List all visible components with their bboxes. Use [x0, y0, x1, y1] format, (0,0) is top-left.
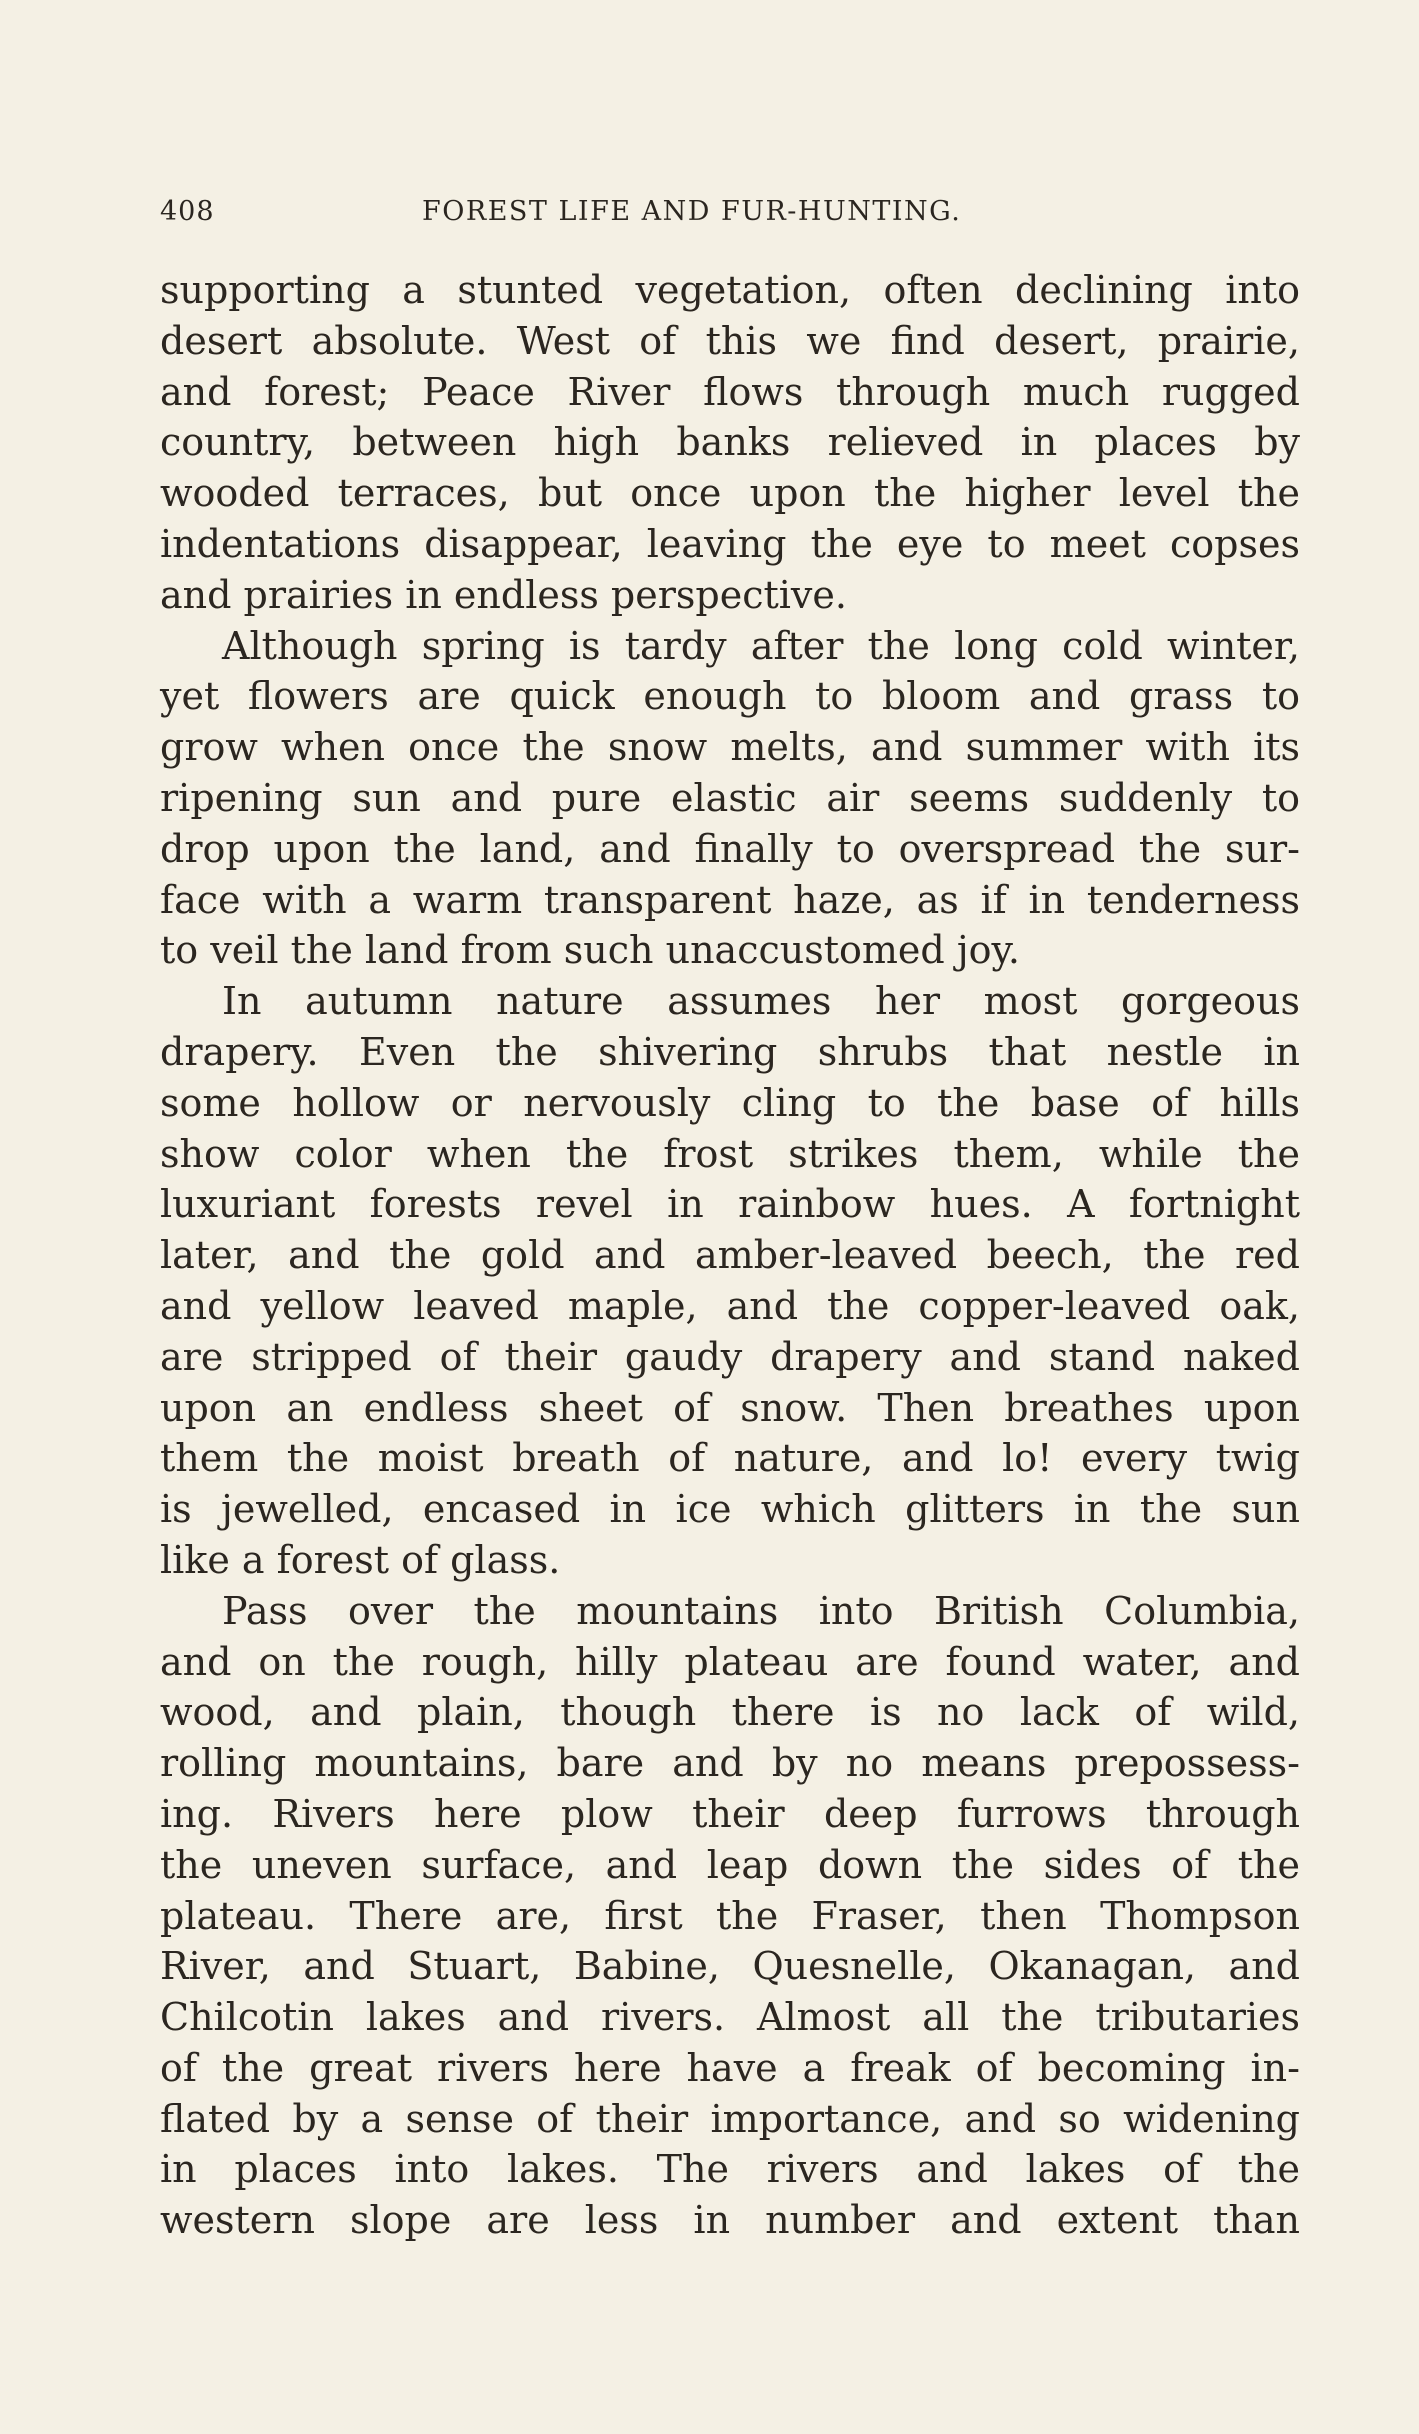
- text-line: plateau. There are, first the Fraser, then Thompson: [160, 1893, 1300, 1938]
- paragraph: [160, 1586, 1300, 2246]
- text-line: show color when the frost strikes them, while the: [160, 1131, 1300, 1176]
- text-line: River, and Stuart, Babine, Quesnelle, Okanagan, and: [160, 1944, 1300, 1989]
- text-line: country, between high banks relieved in places by: [160, 420, 1300, 465]
- text-line: is jewelled, encased in ice which glitters in the sun: [160, 1487, 1300, 1532]
- text-line: luxuriant forests revel in rainbow hues. A fortnight: [160, 1182, 1300, 1227]
- text-line: of the great rivers here have a freak of becoming in-: [160, 2045, 1300, 2090]
- text-line: Pass over the mountains into British Columbia,: [222, 1588, 1300, 1633]
- text-line: rolling mountains, bare and by no means prepossess-: [160, 1741, 1300, 1786]
- body-text: [160, 265, 1300, 2246]
- text-line: and yellow leaved maple, and the copper-leaved oak,: [160, 1283, 1300, 1328]
- text-line: wooded terraces, but once upon the higher level the: [160, 471, 1300, 516]
- text-line: desert absolute. West of this we find desert, prairie,: [160, 318, 1300, 363]
- text-line: ripening sun and pure elastic air seems suddenly to: [160, 775, 1300, 820]
- text-line: them the moist breath of nature, and lo! every twig: [160, 1436, 1300, 1481]
- paragraph: [160, 265, 1300, 621]
- text-line: and prairies in endless perspective.: [160, 572, 847, 617]
- text-line: are stripped of their gaudy drapery and stand naked: [160, 1334, 1300, 1379]
- text-line: to veil the land from such unaccustomed joy.: [160, 928, 1020, 973]
- text-line: and on the rough, hilly plateau are found water, and: [160, 1639, 1300, 1684]
- text-line: some hollow or nervously cling to the base of hills: [160, 1080, 1300, 1125]
- text-line: supporting a stunted vegetation, often declining into: [160, 268, 1300, 312]
- text-line: later, and the gold and amber-leaved beech, the red: [160, 1233, 1300, 1278]
- text-line: flated by a sense of their importance, and so widening: [160, 2096, 1300, 2141]
- text-line: drapery. Even the shivering shrubs that nestle in: [160, 1029, 1300, 1074]
- text-line: western slope are less in number and extent than: [160, 2198, 1300, 2243]
- text-line: Although spring is tardy after the long cold winter,: [222, 623, 1300, 668]
- text-line: like a forest of glass.: [160, 1537, 561, 1582]
- paragraph: [160, 976, 1300, 1586]
- text-line: upon an endless sheet of snow. Then breathes upon: [160, 1385, 1300, 1430]
- page-header: [160, 196, 1300, 240]
- text-line: Chilcotin lakes and rivers. Almost all the tributaries: [160, 1995, 1300, 2040]
- running-title: FOREST LIFE AND FUR-HUNTING.: [422, 196, 962, 227]
- text-line: In autumn nature assumes her most gorgeous: [222, 979, 1300, 1024]
- text-line: drop upon the land, and finally to overspread the sur-: [160, 826, 1300, 871]
- text-line: the uneven surface, and leap down the sides of the: [160, 1842, 1300, 1887]
- text-line: yet flowers are quick enough to bloom and grass to: [160, 674, 1300, 719]
- text-line: and forest; Peace River flows through much rugged: [160, 369, 1300, 414]
- text-line: grow when once the snow melts, and summer with its: [160, 725, 1300, 770]
- paragraph: [160, 621, 1300, 977]
- page-number: 408: [160, 196, 215, 227]
- text-line: ing. Rivers here plow their deep furrows through: [160, 1791, 1300, 1836]
- text-line: face with a warm transparent haze, as if in tenderness: [160, 877, 1300, 922]
- text-line: wood, and plain, though there is no lack of wild,: [160, 1690, 1300, 1735]
- text-line: indentations disappear, leaving the eye to meet copses: [160, 521, 1300, 566]
- text-line: in places into lakes. The rivers and lakes of the: [160, 2147, 1300, 2192]
